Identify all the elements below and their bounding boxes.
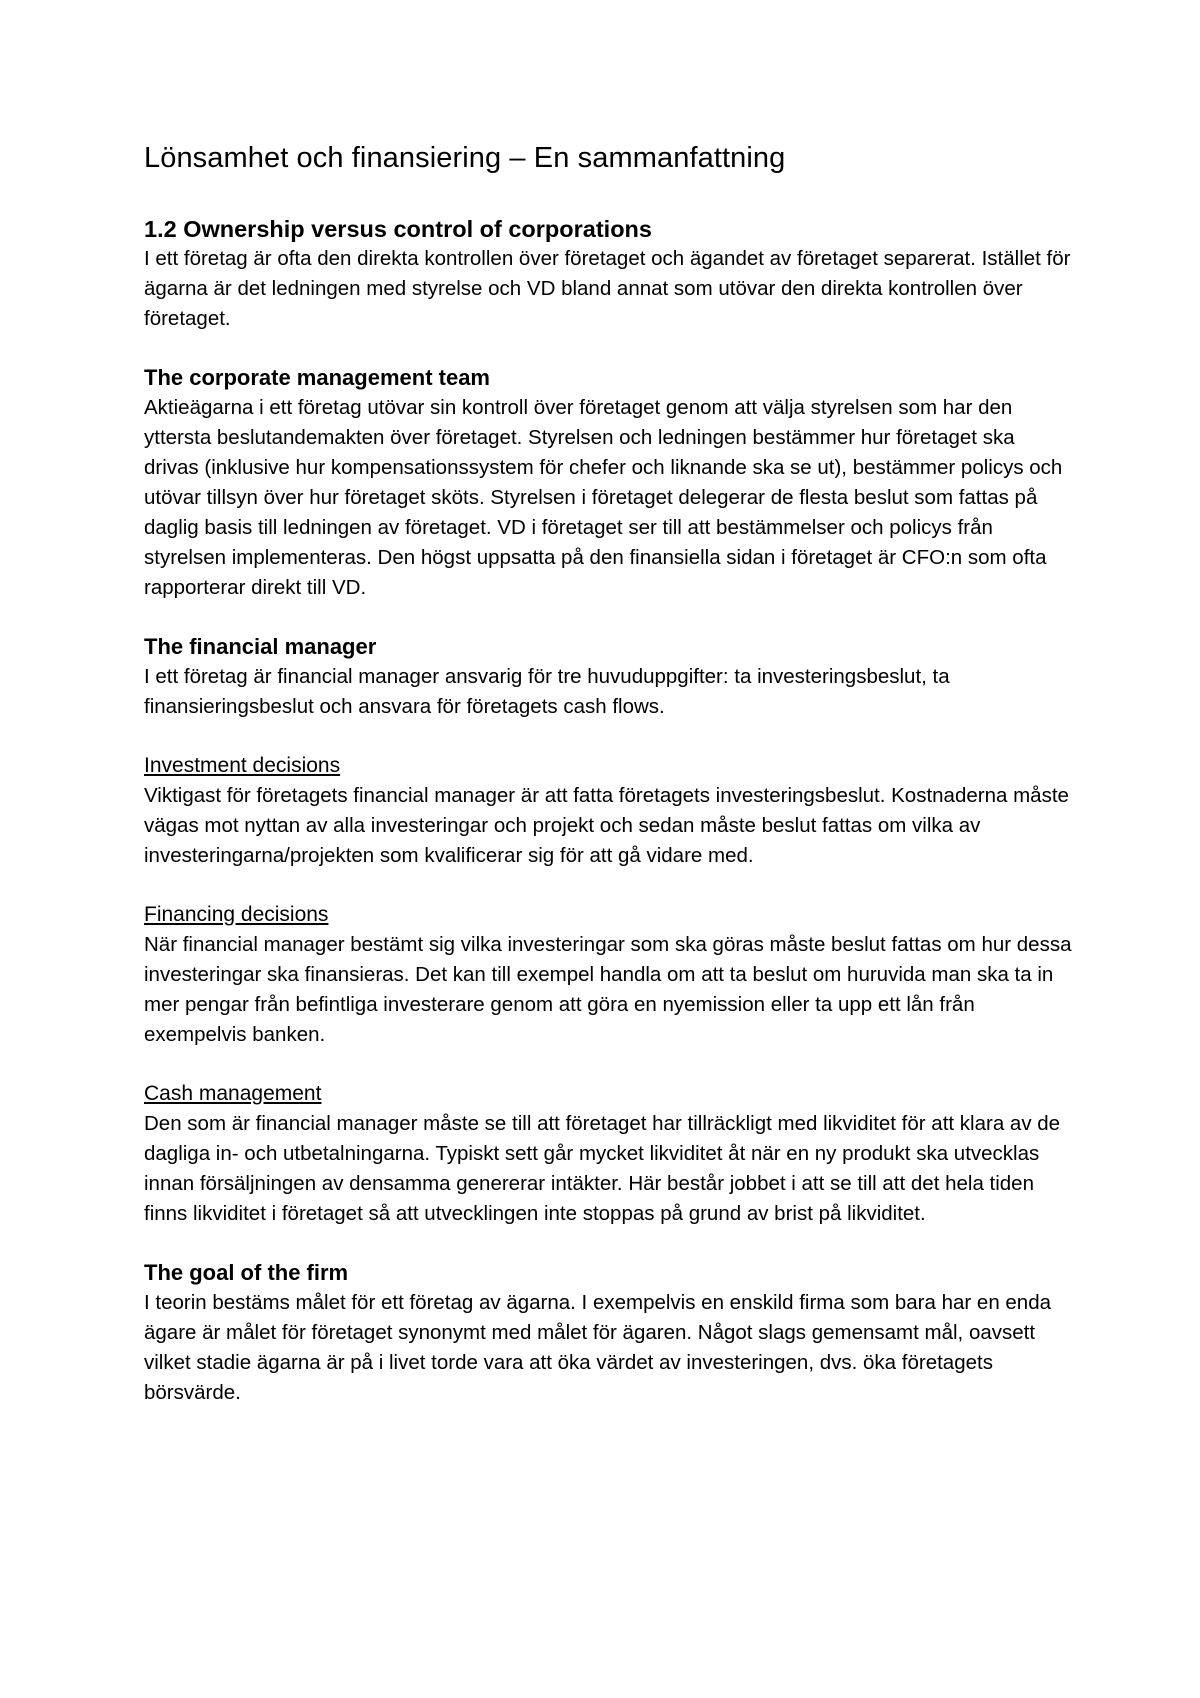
section-body: Aktieägarna i ett företag utövar sin kontroll över företaget genom att välja styrelsen som har den yttersta beslutandemakten över företaget. Styrelsen och ledningen bestämmer hur företaget ska drivas (inklusive hur kompensationssystem för chefer och liknande ska se ut), bestämmer policys och utövar tillsyn över hur företaget sköts. Styrelsen i företaget delegerar de flesta beslut som fattas på daglig basis till ledningen av företaget. VD i företaget ser till att bestämmelser och policys från styrelsen implementeras. Den högst uppsatta på den finansiella sidan i företaget är CFO:n som ofta rapporterar direkt till VD.	[144, 395, 1063, 599]
section-corporate-management-team	[144, 363, 1074, 603]
section-goal-of-the-firm	[144, 1258, 1074, 1408]
section-body: I ett företag är ofta den direkta kontrollen över företaget och ägandet av företaget separerat. Istället för ägarna är det ledningen med styrelse och VD bland annat som utövar den direkta kontrollen över företaget.	[144, 246, 1071, 330]
section-body: I ett företag är financial manager ansvarig för tre huvuduppgifter: ta investeringsbeslut, ta finansieringsbeslut och ansvara för företagets cash flows.	[144, 664, 950, 718]
sub-heading: Financing decisions	[144, 902, 329, 926]
section-heading: The corporate management team	[144, 364, 490, 390]
section-heading: 1.2 Ownership versus control of corporations	[144, 215, 652, 242]
section-body: När financial manager bestämt sig vilka investeringar som ska göras måste beslut fattas om hur dessa investeringar ska finansieras. Det kan till exempel handla om att ta beslut om huruvida man ska ta in mer pengar från befintliga investerare genom att göra en nyemission eller ta upp ett lån från exempelvis banken.	[144, 932, 1072, 1046]
sub-heading: Cash management	[144, 1081, 322, 1105]
section-cash-management	[144, 1079, 1074, 1229]
section-investment-decisions	[144, 751, 1074, 871]
section-body: Viktigast för företagets financial manager är att fatta företagets investeringsbeslut. Kostnaderna måste vägas mot nyttan av alla investeringar och projekt och sedan måste beslut fattas om vilka av investeringarna/projekten som kvalificerar sig för att gå vidare med.	[144, 783, 1069, 867]
section-heading: The goal of the firm	[144, 1259, 349, 1285]
section-body: Den som är financial manager måste se till att företaget har tillräckligt med likviditet för att klara av de dagliga in- och utbetalningarna. Typiskt sett går mycket likviditet åt när en ny produkt ska utvecklas innan försäljningen av densamma genererar intäkter. Här består jobbet i att se till att det hela tiden finns likviditet i företaget så att utvecklingen inte stoppas på grund av brist på likviditet.	[144, 1111, 1061, 1225]
document-page	[144, 140, 1074, 1437]
section-financial-manager	[144, 632, 1074, 722]
section-heading: The financial manager	[144, 633, 377, 659]
section-ownership-vs-control	[144, 214, 1074, 334]
section-body: I teorin bestäms målet för ett företag av ägarna. I exempelvis en enskild firma som bara har en enda ägare är målet för företaget synonymt med målet för ägaren. Något slags gemensamt mål, oavsett vilket stadie ägarna är på i livet torde vara att öka värdet av investeringen, dvs. öka företagets börsvärde.	[144, 1290, 1052, 1404]
sub-heading: Investment decisions	[144, 753, 341, 777]
section-financing-decisions	[144, 900, 1074, 1050]
document-title: Lönsamhet och finansiering – En sammanfattning	[144, 142, 786, 174]
